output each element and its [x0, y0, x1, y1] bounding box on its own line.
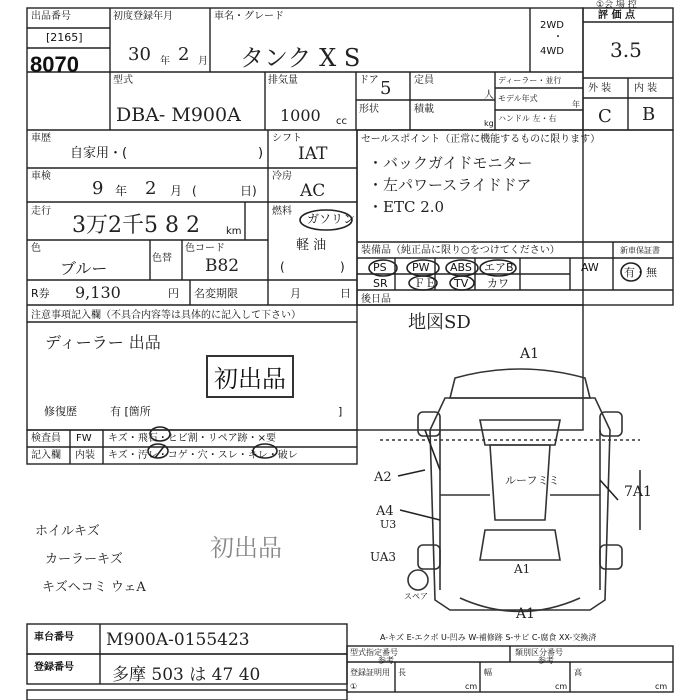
equip-aw: AW — [581, 261, 599, 274]
ref-label: 参考 — [378, 656, 394, 665]
mark-a1-top: A1 — [520, 346, 540, 362]
handnote-1: ホイルキズ — [35, 524, 100, 539]
car-name: タンク X S — [240, 44, 361, 72]
disp-value: 1000 — [280, 106, 321, 125]
lot-number: 8070 — [30, 52, 79, 77]
rear-value: 地図SD — [408, 312, 471, 333]
mileage-unit: km — [226, 226, 242, 237]
mark-a4: A4 — [376, 504, 394, 519]
first-listing-stamp: 初出品 — [206, 355, 294, 398]
handnote-2: カーラーキズ — [45, 552, 123, 567]
ext-label: 外 装 — [588, 83, 612, 94]
warranty-label: 新車保証書 — [620, 246, 660, 255]
load-label: 積載 — [414, 104, 434, 115]
model-spec-label: 型式指定番号 — [350, 648, 398, 657]
inspection-day-paren: ( — [192, 184, 197, 198]
unit-month: 月 — [198, 56, 208, 67]
handnote-3: キズヘコミ ウェA — [42, 580, 146, 595]
inspection-year-unit: 年 — [115, 184, 128, 198]
load-unit: kg — [484, 119, 494, 128]
model-value: DBA- M900A — [116, 104, 241, 126]
equip-fe: ＦＥ — [414, 277, 436, 290]
ac-label: 冷房 — [272, 171, 292, 182]
plate-value: 多摩 503 は 47 40 — [112, 665, 261, 685]
equip-airbag: エアB — [484, 261, 514, 274]
color-code-value: B82 — [205, 256, 240, 276]
repair-value: 有 [箇所 — [110, 405, 151, 418]
equip-sr: SR — [373, 277, 388, 290]
score-label: 評 価 点 — [598, 10, 635, 21]
ac-value: AC — [300, 181, 326, 201]
inspector-label: 検査員 — [31, 433, 61, 444]
color-value: ブルー — [60, 259, 108, 278]
color-code-label: 色コード — [185, 243, 225, 254]
inspection-day-unit: 日) — [240, 184, 257, 198]
mark-a1-right: 7A1 — [624, 484, 652, 500]
inspection-label: 車検 — [31, 171, 51, 182]
fuel-paren-open: ( — [280, 260, 285, 274]
meigi-day: 日 — [340, 287, 351, 300]
length-label: 長 — [398, 668, 406, 677]
drive-2wd: 2WD — [540, 20, 564, 31]
meigi-label: 名変期限 — [194, 287, 238, 300]
sales-point-item: ・バックガイドモニター — [368, 154, 533, 172]
cap-label: 定員 — [414, 75, 434, 86]
warranty-value: 有・無 — [624, 266, 657, 279]
mark-a1-center: A1 — [514, 562, 531, 576]
door-value: 5 — [380, 78, 392, 99]
reg-label: 初度登録年月 — [113, 11, 173, 22]
recycle-label: R券 — [31, 287, 50, 300]
sales-point-item: ・ETC 2.0 — [368, 198, 445, 216]
disp-label: 排気量 — [268, 75, 298, 86]
int-inspect-label: 内装 — [75, 450, 95, 461]
door-label: ドア — [359, 75, 379, 86]
entry-label: 記入欄 — [31, 450, 61, 461]
chassis-value: M900A-0155423 — [106, 630, 250, 650]
model-label: 型式 — [113, 75, 133, 86]
score-value: 3.5 — [610, 38, 642, 62]
disp-unit: cc — [336, 116, 347, 127]
shift-label: シフト — [272, 133, 302, 144]
height-label: 高 — [574, 668, 582, 677]
class-label: 類別区分番号 — [515, 648, 563, 657]
int-value: B — [642, 104, 656, 125]
reg-month: 2 — [178, 44, 190, 65]
mark-roof: ルーフミミ — [505, 474, 560, 487]
model-year-unit: 年 — [572, 100, 580, 109]
drive-4wd: 4WD — [540, 46, 564, 57]
spare-label: スペア — [404, 592, 428, 601]
damage-legend: A-キズ E-エクボ U-凹み W-補修跡 S-サビ C-腐食 XX-交換済 — [380, 633, 597, 642]
equip-ps: PS — [373, 261, 387, 274]
lot-code: [2165] — [46, 31, 83, 44]
inspection-year: 9 — [92, 178, 104, 199]
history-label: 車歴 — [31, 133, 51, 144]
fuel-diesel: 軽 油 — [296, 238, 327, 253]
color-label: 色 — [31, 243, 41, 254]
history-value: 自家用・( — [70, 146, 128, 161]
mark-u3: U3 — [380, 518, 397, 531]
chassis-label: 車台番号 — [34, 632, 74, 643]
recycle-unit: 円 — [168, 287, 179, 300]
width-label: 幅 — [484, 668, 492, 677]
cm-unit: cm — [555, 682, 568, 691]
recycle-value: 9,130 — [75, 283, 121, 302]
cap-unit: 人 — [484, 90, 494, 101]
plate-label: 登録番号 — [34, 662, 74, 673]
inspection-month-unit: 月 — [170, 184, 183, 198]
copy-label: ①会 場 控 — [596, 0, 637, 10]
notes-line1: ディーラー 出品 — [45, 333, 161, 352]
int-inspect-items: キズ・汚レ・コゲ・穴・スレ・キレ・破レ — [108, 450, 298, 461]
color-change-label: 色替 — [152, 253, 172, 264]
fw-items: キズ・飛石・ヒビ割・リペア跡・×要 — [108, 433, 276, 444]
equip-pw: PW — [412, 261, 430, 274]
lot-label: 出品番号 — [31, 11, 71, 22]
cm-unit: cm — [655, 682, 668, 691]
ext-value: C — [598, 106, 612, 127]
fuel-label: 燃料 — [272, 206, 292, 217]
repair-label: 修復歴 — [44, 405, 77, 418]
mark-ua3: UA3 — [370, 550, 397, 564]
meigi-month: 月 — [290, 287, 301, 300]
int-label: 内 装 — [634, 83, 658, 94]
shape-label: 形状 — [359, 104, 379, 115]
unit-year: 年 — [160, 56, 170, 67]
cert-bullet: ① — [350, 682, 358, 691]
name-label: 車名・グレード — [214, 11, 284, 22]
mileage-label: 走行 — [31, 206, 51, 217]
equipment-title: 装備品（純正品に限り○をつけてください） — [361, 245, 560, 256]
sales-point-item: ・左パワースライドドア — [368, 176, 532, 194]
sales-point-title: セールスポイント（正常に機能するものに限ります） — [361, 134, 601, 145]
notes-title: 注意事項記入欄（不具合内容等は具体的に記入して下さい） — [31, 310, 301, 321]
inspection-month: 2 — [145, 178, 157, 199]
cm-unit: cm — [465, 682, 478, 691]
handle-label: ハンドル 左・右 — [498, 114, 557, 123]
cert-label: 登録証明用 — [350, 668, 390, 677]
model-year-label: モデル年式 — [498, 94, 538, 103]
shift-value: IAT — [298, 144, 328, 164]
equip-abs: ABS — [450, 261, 472, 274]
drive-dot: ・ — [553, 32, 563, 43]
mark-a2: A2 — [374, 470, 392, 485]
fuel-gasoline: ガソリン — [307, 212, 356, 226]
history-close: ) — [258, 146, 264, 161]
repair-close: ] — [338, 405, 343, 418]
mileage-value: 3万2千5 8 2 — [72, 213, 200, 238]
equip-tv: TV — [454, 277, 469, 290]
rear-label: 後日品 — [361, 294, 391, 305]
first-listing-stamp-faint: 初出品 — [210, 534, 282, 562]
ref-label: 参考 — [538, 656, 554, 665]
fw-label: FW — [76, 433, 92, 444]
dealer-label: ディーラー・並行 — [498, 76, 562, 85]
equip-leather: カワ — [487, 277, 509, 290]
mark-a1-bottom: A1 — [516, 606, 536, 622]
fuel-paren-close: ) — [340, 260, 345, 274]
car-diagram — [380, 369, 640, 612]
reg-year: 30 — [128, 44, 151, 65]
